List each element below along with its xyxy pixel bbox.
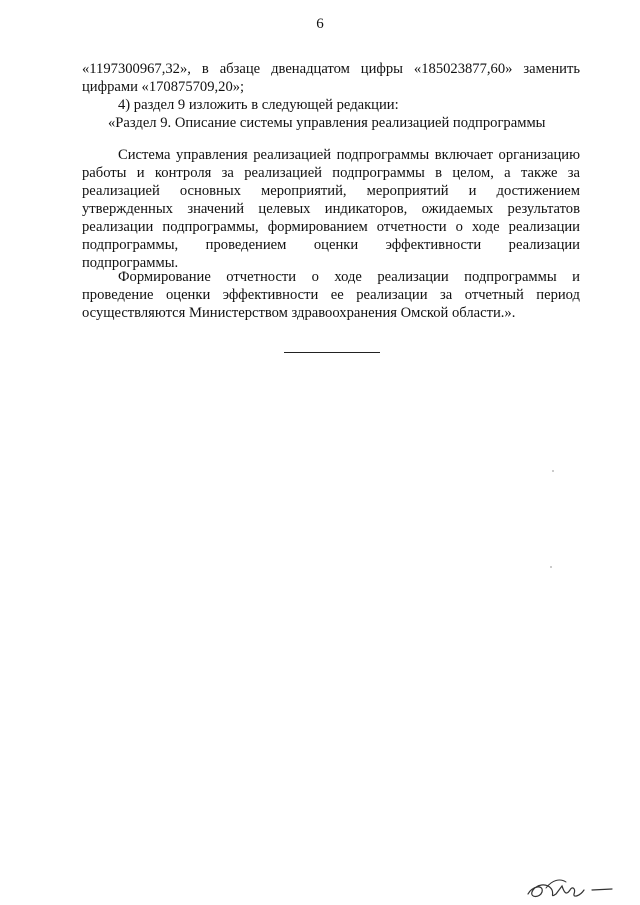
paragraph-management-system: Система управления реализацией подпрограммы включает организацию работы и контроля за реализацией подпрограммы в целом, а также за реализацией основных мероприятий, мероприятий и достижением утвержденных значений целевых индикаторов, ожидаемых результатов реализации подпрограммы, формированием отчетности о ходе реализации подпрограммы, проведением оценки эффективности реализации подпрограммы. [82, 147, 580, 271]
paragraph-amendment-figures: «1197300967,32», в абзаце двенадцатом цифры «185023877,60» заменить цифрами «170875709,20»; [82, 61, 580, 95]
paragraph-reporting: Формирование отчетности о ходе реализации подпрограммы и проведение оценки эффективности ее реализации за отчетный период осуществляются Министерством здравоохранения Омской области.». [82, 269, 580, 321]
section-9-heading: «Раздел 9. Описание системы управления реализацией подпрограммы [108, 115, 546, 131]
scan-speck [550, 566, 552, 568]
scan-speck [552, 470, 554, 472]
page-number: 6 [316, 16, 324, 32]
handwritten-signature-icon [522, 872, 618, 902]
paragraph-section-9-instruction: 4) раздел 9 изложить в следующей редакции: [118, 97, 399, 113]
closing-divider [284, 352, 380, 353]
